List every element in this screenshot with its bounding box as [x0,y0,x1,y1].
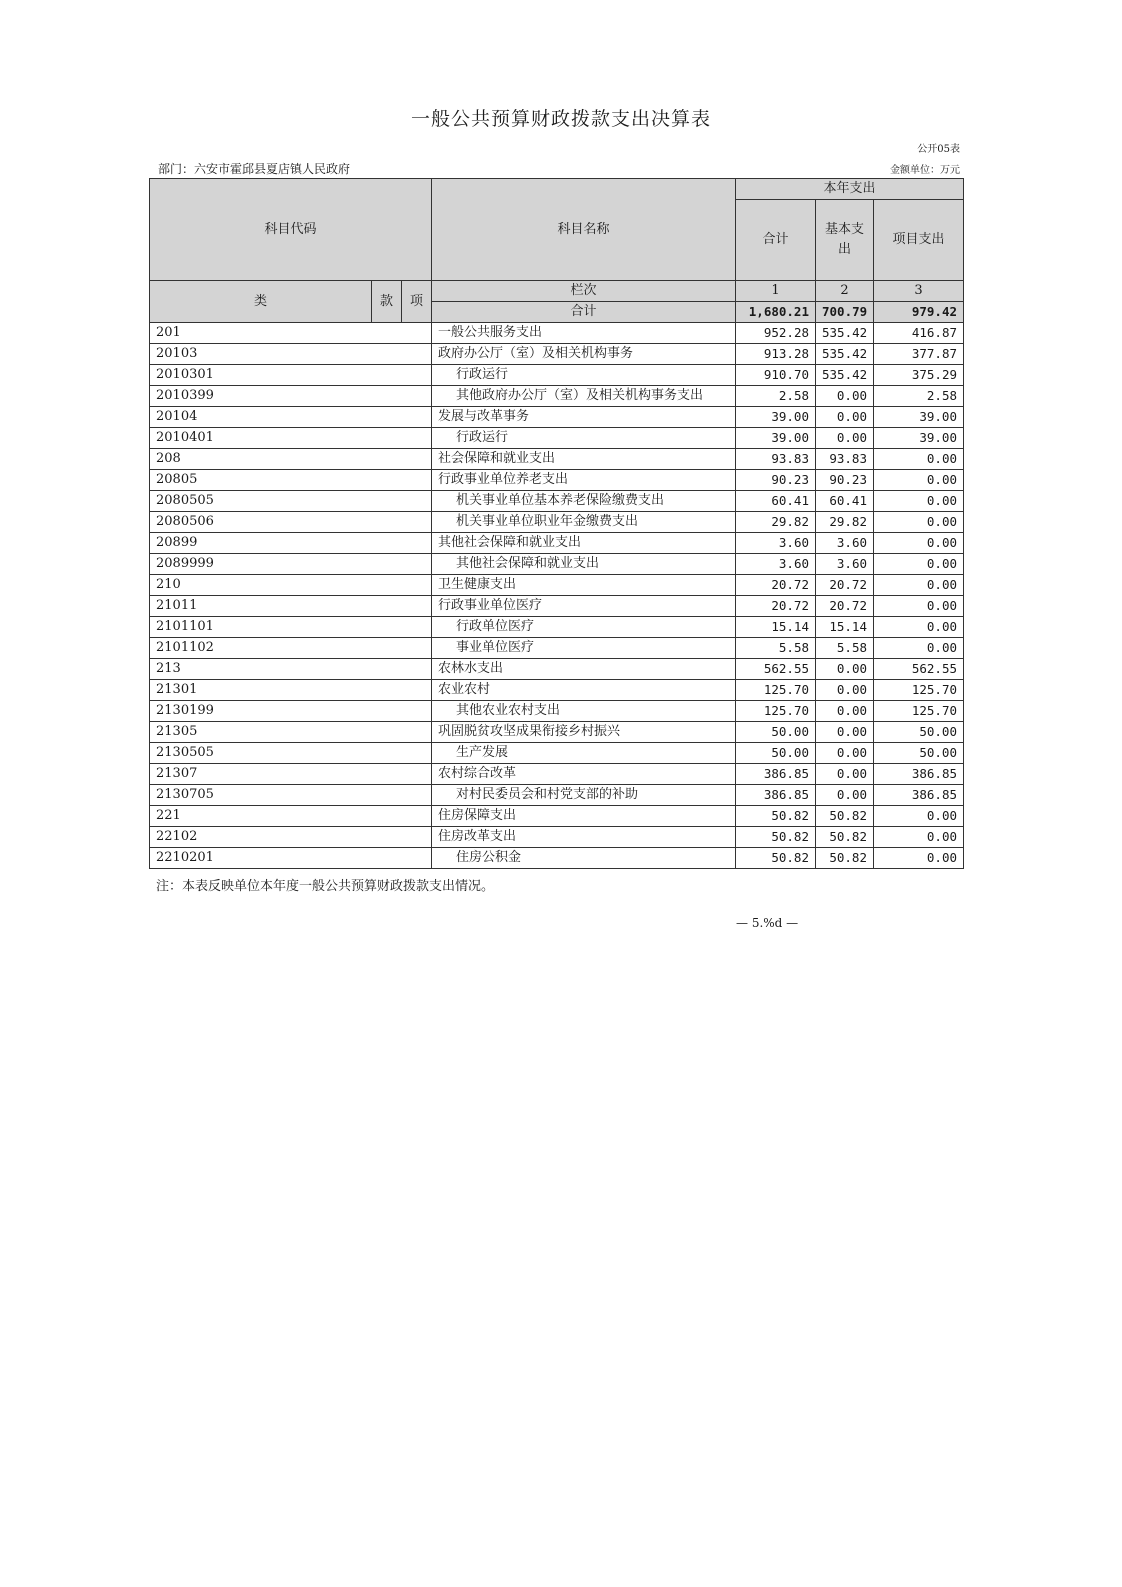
row-project: 39.00 [874,407,964,428]
table-row [150,617,964,638]
header-col-3: 3 [874,281,964,302]
header-basic [816,200,874,281]
row-basic: 15.14 [816,617,874,638]
row-code: 2130705 [150,785,432,806]
header-year-expense: 本年支出 [736,179,964,200]
row-name: 其他政府办公厅（室）及相关机构事务支出 [432,386,736,407]
row-name: 住房保障支出 [432,806,736,827]
row-code: 20899 [150,533,432,554]
row-name: 行政运行 [432,428,736,449]
table-row [150,428,964,449]
header-col-2: 2 [816,281,874,302]
table-row [150,407,964,428]
table-row [150,344,964,365]
row-code: 2130505 [150,743,432,764]
row-code: 20103 [150,344,432,365]
row-name: 其他社会保障和就业支出 [432,533,736,554]
table-row [150,575,964,596]
row-basic: 5.58 [816,638,874,659]
row-code: 2101102 [150,638,432,659]
row-basic: 60.41 [816,491,874,512]
table-row [150,365,964,386]
row-basic: 0.00 [816,428,874,449]
table-row [150,533,964,554]
row-name: 社会保障和就业支出 [432,449,736,470]
header-kuan: 款 [372,281,402,323]
header-basic-label: 基本支出 [824,222,864,257]
row-basic: 50.82 [816,848,874,869]
table-row [150,701,964,722]
row-basic: 3.60 [816,533,874,554]
row-name: 发展与改革事务 [432,407,736,428]
row-basic: 20.72 [816,575,874,596]
row-basic: 0.00 [816,743,874,764]
row-project: 0.00 [874,617,964,638]
table-row [150,785,964,806]
table-row [150,554,964,575]
row-code: 2089999 [150,554,432,575]
form-number: 公开05表 [917,144,960,155]
row-name: 生产发展 [432,743,736,764]
row-code: 2010401 [150,428,432,449]
row-code: 2080506 [150,512,432,533]
table-row [150,659,964,680]
row-project: 0.00 [874,449,964,470]
sum-total: 1,680.21 [736,302,816,323]
page-title: 一般公共预算财政拨款支出决算表 [410,108,711,130]
row-total: 3.60 [736,533,816,554]
row-code: 2010301 [150,365,432,386]
row-basic: 0.00 [816,785,874,806]
table-row [150,806,964,827]
row-code: 208 [150,449,432,470]
table-row [150,470,964,491]
table-row [150,491,964,512]
row-project: 50.00 [874,722,964,743]
sum-basic: 700.79 [816,302,874,323]
row-total: 39.00 [736,428,816,449]
row-project: 375.29 [874,365,964,386]
table-row [150,680,964,701]
department-label: 部门：六安市霍邱县夏店镇人民政府 [158,162,351,176]
row-project: 2.58 [874,386,964,407]
row-name: 机关事业单位职业年金缴费支出 [432,512,736,533]
header-xiang: 项 [402,281,432,323]
row-total: 5.58 [736,638,816,659]
row-code: 2101101 [150,617,432,638]
row-code: 2010399 [150,386,432,407]
row-project: 125.70 [874,680,964,701]
row-basic: 50.82 [816,827,874,848]
row-name: 农村综合改革 [432,764,736,785]
row-basic: 20.72 [816,596,874,617]
row-project: 0.00 [874,638,964,659]
row-total: 93.83 [736,449,816,470]
row-basic: 535.42 [816,323,874,344]
row-project: 0.00 [874,470,964,491]
table-row [150,722,964,743]
row-code: 213 [150,659,432,680]
row-total: 90.23 [736,470,816,491]
row-total: 125.70 [736,680,816,701]
row-project: 0.00 [874,575,964,596]
row-total: 29.82 [736,512,816,533]
row-name: 行政运行 [432,365,736,386]
row-total: 952.28 [736,323,816,344]
row-project: 0.00 [874,596,964,617]
row-total: 2.58 [736,386,816,407]
table-row [150,743,964,764]
table-row [150,764,964,785]
header-col-1: 1 [736,281,816,302]
page-number: — 5.%d — [736,916,799,930]
row-name: 其他农业农村支出 [432,701,736,722]
row-total: 50.82 [736,848,816,869]
row-code: 20104 [150,407,432,428]
row-total: 39.00 [736,407,816,428]
row-total: 386.85 [736,785,816,806]
row-basic: 0.00 [816,764,874,785]
row-project: 562.55 [874,659,964,680]
header-project: 项目支出 [874,200,964,281]
row-code: 2080505 [150,491,432,512]
row-project: 386.85 [874,785,964,806]
row-basic: 50.82 [816,806,874,827]
row-basic: 0.00 [816,659,874,680]
row-basic: 0.00 [816,701,874,722]
row-total: 60.41 [736,491,816,512]
amount-unit: 金额单位：万元 [890,165,960,176]
row-code: 22102 [150,827,432,848]
row-total: 3.60 [736,554,816,575]
row-project: 39.00 [874,428,964,449]
row-code: 210 [150,575,432,596]
row-basic: 535.42 [816,365,874,386]
row-total: 913.28 [736,344,816,365]
row-project: 125.70 [874,701,964,722]
row-basic: 0.00 [816,386,874,407]
row-total: 20.72 [736,575,816,596]
row-name: 住房改革支出 [432,827,736,848]
header-total: 合计 [736,200,816,281]
row-total: 386.85 [736,764,816,785]
row-code: 21011 [150,596,432,617]
row-name: 政府办公厅（室）及相关机构事务 [432,344,736,365]
row-name: 行政单位医疗 [432,617,736,638]
table-note: 注：本表反映单位本年度一般公共预算财政拨款支出情况。 [156,879,495,894]
row-name: 行政事业单位医疗 [432,596,736,617]
sum-label: 合计 [432,302,736,323]
row-name: 一般公共服务支出 [432,323,736,344]
row-project: 416.87 [874,323,964,344]
row-name: 机关事业单位基本养老保险缴费支出 [432,491,736,512]
row-project: 50.00 [874,743,964,764]
row-name: 事业单位医疗 [432,638,736,659]
row-basic: 0.00 [816,407,874,428]
row-name: 巩固脱贫攻坚成果衔接乡村振兴 [432,722,736,743]
table-row [150,386,964,407]
expenditure-table [149,178,964,869]
row-project: 0.00 [874,491,964,512]
row-project: 377.87 [874,344,964,365]
row-code: 21305 [150,722,432,743]
row-project: 0.00 [874,848,964,869]
table-row [150,638,964,659]
row-total: 50.00 [736,722,816,743]
row-total: 50.82 [736,827,816,848]
table-row [150,827,964,848]
row-name: 行政事业单位养老支出 [432,470,736,491]
row-basic: 3.60 [816,554,874,575]
row-code: 21301 [150,680,432,701]
sum-project: 979.42 [874,302,964,323]
row-name: 农林水支出 [432,659,736,680]
table-row [150,512,964,533]
row-code: 221 [150,806,432,827]
table-row [150,449,964,470]
row-total: 15.14 [736,617,816,638]
row-project: 386.85 [874,764,964,785]
row-basic: 90.23 [816,470,874,491]
row-project: 0.00 [874,806,964,827]
row-basic: 0.00 [816,722,874,743]
row-basic: 93.83 [816,449,874,470]
row-basic: 0.00 [816,680,874,701]
row-project: 0.00 [874,533,964,554]
row-code: 2130199 [150,701,432,722]
row-code: 20805 [150,470,432,491]
header-lei: 类 [150,281,372,323]
row-code: 201 [150,323,432,344]
header-subject-code: 科目代码 [150,179,432,281]
row-project: 0.00 [874,554,964,575]
row-total: 910.70 [736,365,816,386]
row-name: 对村民委员会和村党支部的补助 [432,785,736,806]
table-row [150,596,964,617]
row-code: 2210201 [150,848,432,869]
row-code: 21307 [150,764,432,785]
row-name: 卫生健康支出 [432,575,736,596]
row-total: 125.70 [736,701,816,722]
row-name: 住房公积金 [432,848,736,869]
row-basic: 29.82 [816,512,874,533]
row-project: 0.00 [874,827,964,848]
header-column-no: 栏次 [432,281,736,302]
row-total: 20.72 [736,596,816,617]
table-row [150,323,964,344]
row-basic: 535.42 [816,344,874,365]
row-total: 50.00 [736,743,816,764]
row-total: 562.55 [736,659,816,680]
row-total: 50.82 [736,806,816,827]
row-name: 其他社会保障和就业支出 [432,554,736,575]
table-row [150,848,964,869]
row-project: 0.00 [874,512,964,533]
header-subject-name: 科目名称 [432,179,736,281]
row-name: 农业农村 [432,680,736,701]
